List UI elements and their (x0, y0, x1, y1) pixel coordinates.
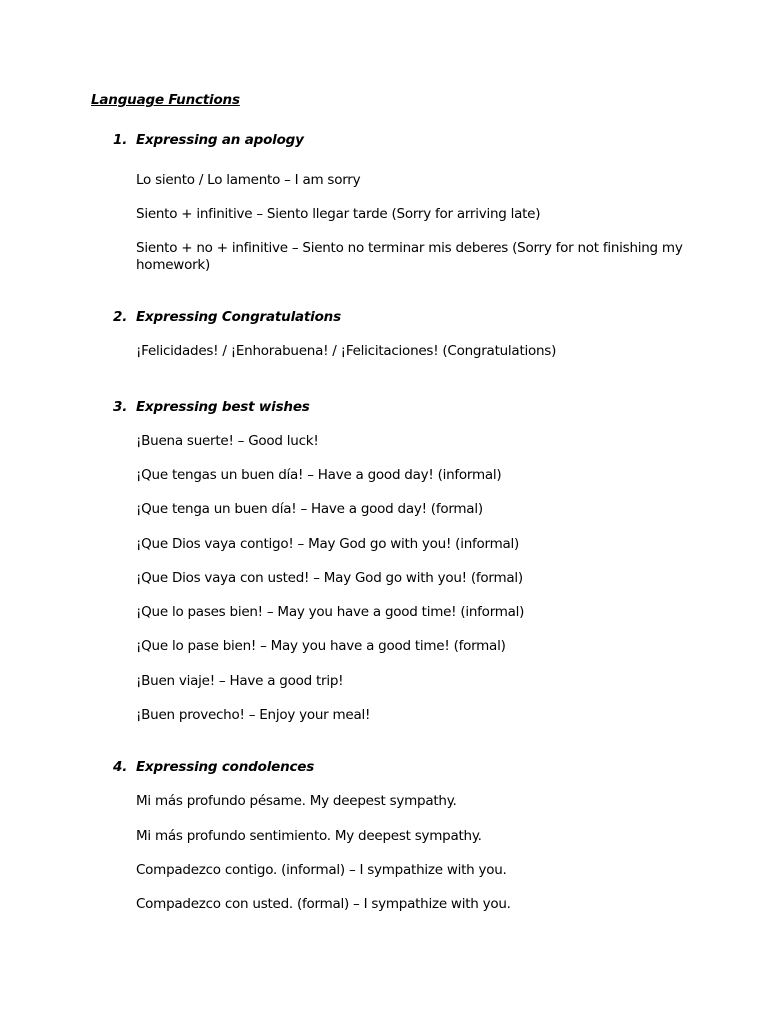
section-number: 4. (113, 759, 128, 775)
list-item: Mi más profundo pésame. My deepest sympathy. (136, 793, 457, 809)
list-item: ¡Buena suerte! – Good luck! (136, 433, 319, 449)
list-item: ¡Que Dios vaya con usted! – May God go with you! (formal) (136, 570, 523, 586)
section-title: Expressing Congratulations (136, 309, 341, 325)
document-title: Language Functions (91, 92, 240, 108)
section-heading-congratulations (113, 309, 341, 325)
section-title: Expressing best wishes (136, 399, 310, 415)
list-item: Compadezco contigo. (informal) – I sympathize with you. (136, 862, 507, 878)
section-heading-best-wishes (113, 399, 310, 415)
section-title: Expressing an apology (136, 132, 304, 148)
list-item: ¡Que lo pase bien! – May you have a good time! (formal) (136, 638, 506, 654)
section-heading-condolences (113, 759, 314, 775)
list-item: Compadezco con usted. (formal) – I sympathize with you. (136, 896, 511, 912)
list-item: Lo siento / Lo lamento – I am sorry (136, 172, 361, 188)
list-item: ¡Que lo pases bien! – May you have a good time! (informal) (136, 604, 525, 620)
section-number: 1. (113, 132, 128, 148)
list-item: ¡Que tengas un buen día! – Have a good day! (informal) (136, 467, 502, 483)
list-item: ¡Buen viaje! – Have a good trip! (136, 673, 344, 689)
list-item: ¡Buen provecho! – Enjoy your meal! (136, 707, 371, 723)
list-item: Mi más profundo sentimiento. My deepest sympathy. (136, 828, 482, 844)
list-item: ¡Felicidades! / ¡Enhorabuena! / ¡Felicitaciones! (Congratulations) (136, 343, 557, 359)
list-item: ¡Que tenga un buen día! – Have a good day! (formal) (136, 501, 483, 517)
list-item: Siento + no + infinitive – Siento no terminar mis deberes (Sorry for not finishing my homework) (136, 240, 683, 273)
section-heading-apology (113, 132, 304, 148)
section-number: 2. (113, 309, 128, 325)
section-number: 3. (113, 399, 128, 415)
section-title: Expressing condolences (136, 759, 315, 775)
list-item: ¡Que Dios vaya contigo! – May God go with you! (informal) (136, 536, 520, 552)
list-item: Siento + infinitive – Siento llegar tarde (Sorry for arriving late) (136, 206, 541, 222)
